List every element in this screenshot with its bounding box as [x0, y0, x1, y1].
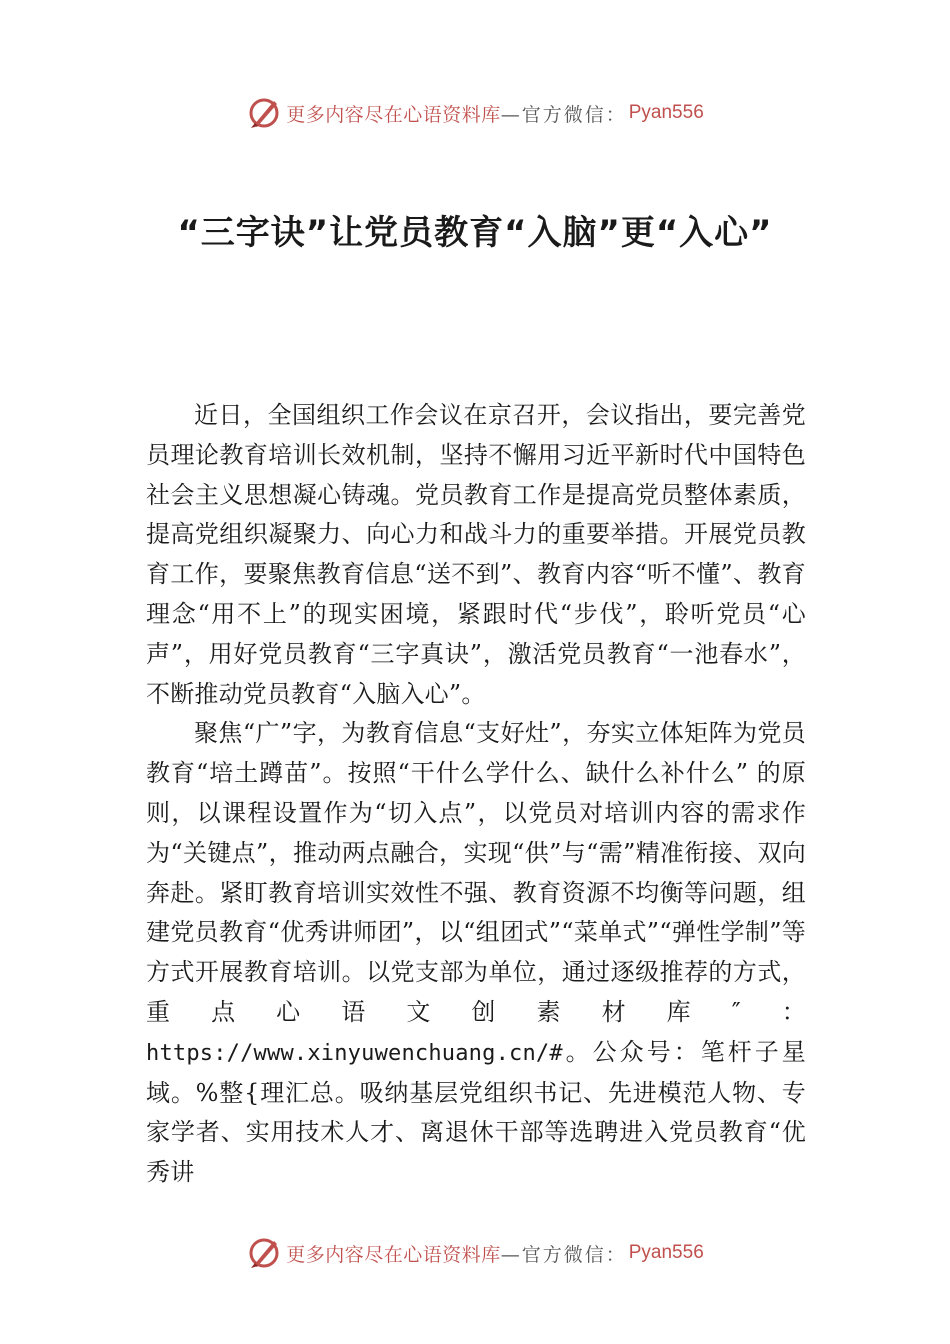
document-body [146, 396, 806, 1193]
paragraph-2 [146, 714, 806, 1193]
banner-handle: Pyan556 [628, 102, 704, 123]
footer-banner [0, 1233, 950, 1273]
banner-separator: —官方微信： [500, 103, 627, 126]
paragraph-2-text-before: 聚焦“广”字，为教育信息“支好灶”，夯实立体矩阵为党员教育“培土蹲苗”。按照“干什么学什么、缺什么补什么” 的原则，以课程设置作为“切入点”，以党员对培训内容的需求作为“关键点”，推动两点融合，实现“供”与“需”精准衔接、双向奔赴。紧盯教育培训实效性不强、教育资源不均衡等问题，组建党员教育“优秀讲师团”，以“组团式”“菜单式”“弹性学制”等方式开展教育培训。以党支部为单位，通过逐级推荐的方式，重点心语文创素材库″： [146, 719, 806, 1026]
banner-title: 更多内容尽在心语资料库 [286, 103, 501, 126]
source-url: https://www.xinyuwenchuang.cn/# [146, 1040, 563, 1066]
pen-logo-icon [246, 1235, 282, 1271]
banner-title: 更多内容尽在心语资料库 [286, 1243, 501, 1266]
banner-separator: —官方微信： [500, 1243, 627, 1266]
paragraph-1: 近日，全国组织工作会议在京召开，会议指出，要完善党员理论教育培训长效机制，坚持不懈用习近平新时代中国特色社会主义思想凝心铸魂。党员教育工作是提高党员整体素质，提高党组织凝聚力、向心力和战斗力的重要举措。开展党员教育工作，要聚焦教育信息“送不到”、教育内容“听不懂”、教育理念“用不上”的现实困境，紧跟时代“步伐”，聆听党员“心声”，用好党员教育“三字真诀”，激活党员教育“一池春水”，不断推动党员教育“入脑入心”。 [146, 401, 806, 708]
banner-handle: Pyan556 [628, 1242, 704, 1263]
document-title: “三字诀”让党员教育“入脑”更“入心” [177, 213, 773, 253]
pen-logo-icon [246, 95, 282, 131]
header-banner [0, 93, 950, 133]
paragraph-2-text-after: 。公众号：笔杆子星域。%整{理汇总。吸纳基层党组织书记、先进模范人物、专家学者、实用技术人才、离退休干部等选聘进入党员教育“优秀讲 [146, 1037, 806, 1187]
